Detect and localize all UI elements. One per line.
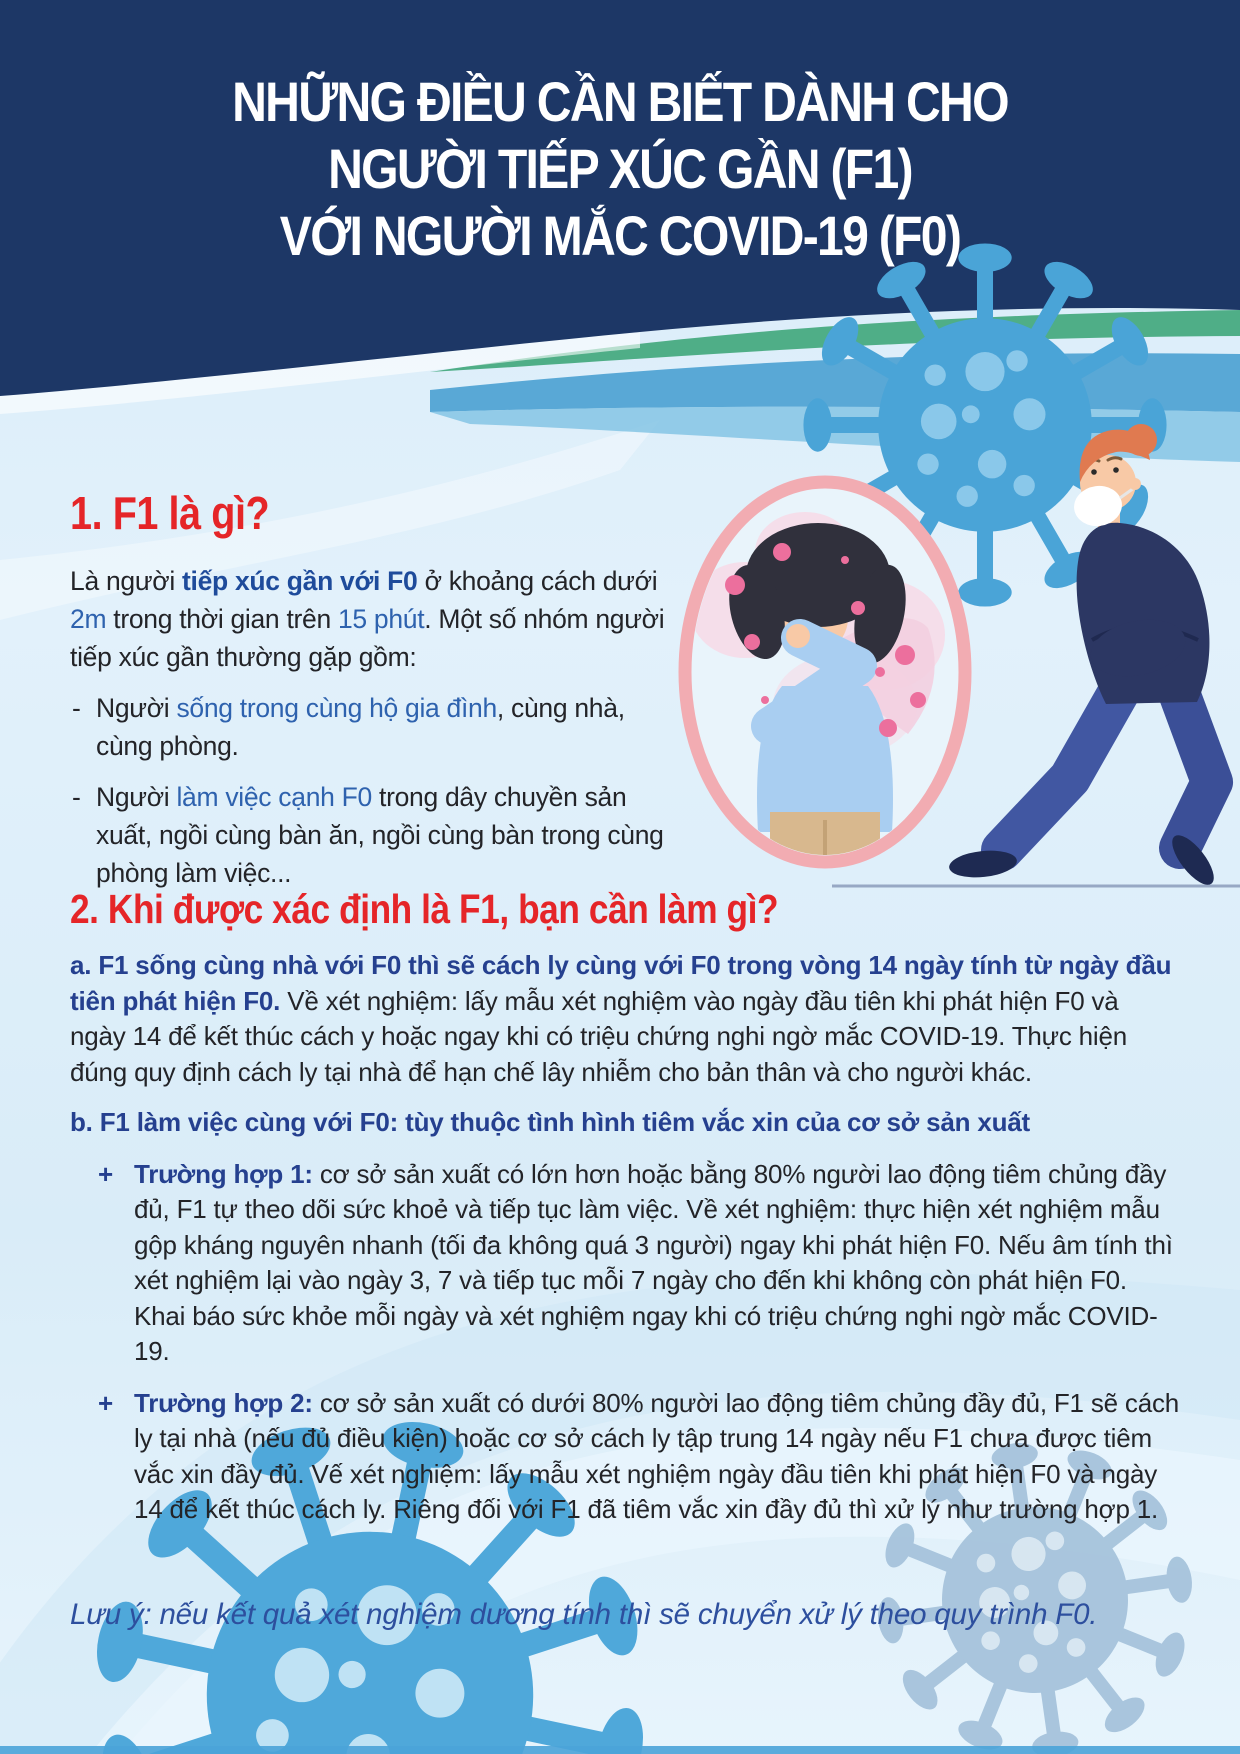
case-1-label: Trường hợp 1: — [134, 1158, 313, 1189]
list-item — [70, 689, 688, 765]
bullet-dash: - — [72, 693, 81, 723]
case-2-body: cơ sở sản xuất có dưới 80% người lao động tiêm chủng đầy đủ, F1 sẽ cách ly tại nhà (nếu đủ điều kiện) hoặc cơ sở cách ly tập trung 14 ngày nếu F1 chưa được tiêm vắc xin đầy đủ. Vế xét nghiệm: lấy mẫu xét nghiệm ngày đầu tiên khi phát hiện F0 và ngày 14 để kết thúc cách ly. Riêng đối với F1 đã tiêm vắc xin đầy đủ thì xử lý như trường hợp 1. — [134, 1387, 1180, 1524]
bullet-text: Người — [96, 693, 177, 723]
item-b-marker: b. — [70, 1107, 93, 1137]
item-b-lead: F1 làm việc cùng với F0: tùy thuộc tình hình tiêm vắc xin của cơ sở sản xuất — [92, 1107, 1031, 1137]
section1-heading: 1. F1 là gì? — [70, 487, 270, 539]
paragraph-case-a — [70, 948, 1180, 1090]
bullet-emphasis: làm việc cạnh F0 — [176, 782, 372, 812]
bullet-emphasis: sống trong cùng hộ gia đình — [176, 693, 497, 723]
plus-marker: + — [98, 1158, 113, 1189]
section-what-is-f1 — [70, 486, 688, 892]
intro-text: ở khoảng cách dưới — [417, 566, 658, 596]
section1-intro — [70, 562, 688, 676]
bullet-text: , cùng nhà, cùng phòng. — [96, 693, 625, 761]
paragraph-case-b — [70, 1105, 1180, 1141]
intro-text: trong thời gian trên — [106, 604, 338, 634]
list-item — [70, 778, 688, 892]
case-1-body: cơ sở sản xuất có lớn hơn hoặc bằng 80% người lao động tiêm chủng đầy đủ, F1 tự theo dõi sức khoẻ và tiếp tục làm việc. Về xét nghiệm: thực hiện xét nghiệm mẫu gộp kháng nguyên nhanh (tối đa không quá 3 người) ngay khi phát hiện F0. Nếu âm tính thì xét nghiệm lại vào ngày 3, 7 và tiếp tục mỗi 7 ngày cho đến khi không còn phát hiện F0. Khai báo sức khỏe mỗi ngày và xét nghiệm ngay khi có triệu chứng nghi ngờ mắc COVID-19. — [134, 1158, 1173, 1366]
intro-text: Là người — [70, 566, 182, 596]
intro-text: . Một số nhóm người tiếp xúc gần thường gặp gồm: — [70, 604, 665, 672]
item-a-body: Về xét nghiệm: lấy mẫu xét nghiệm vào ngày đầu tiên khi phát hiện F0 và ngày 14 để kết thúc cách y hoặc ngay khi có triệu chứng nghi ngờ mắc COVID-19. Thực hiện đúng quy định cách ly tại nhà để hạn chế lây nhiễm cho bản thân và cho người khác. — [70, 985, 1128, 1087]
poster-title — [0, 68, 1240, 269]
bullet-text: trong dây chuyền sản xuất, ngồi cùng bàn ăn, ngồi cùng bàn trong cùng phòng làm việc... — [96, 782, 664, 888]
section-what-to-do — [70, 886, 1180, 1528]
intro-emphasis-2m: 2m — [70, 604, 107, 634]
item-a-marker: a. — [70, 950, 92, 980]
section2-heading: 2. Khi được xác định là F1, bạn cần làm gì? — [70, 886, 779, 932]
title-line-3: VỚI NGƯỜI MẮC COVID-19 (F0) — [279, 204, 961, 267]
intro-emphasis-15min: 15 phút — [337, 604, 425, 634]
item-a-lead: F1 sống cùng nhà với F0 thì sẽ cách ly cùng với F0 trong vòng 14 ngày tính từ ngày đầu tiên phát hiện F0. — [70, 950, 1172, 1016]
case-1-block — [70, 1157, 1180, 1370]
case-2-label: Trường hợp 2: — [134, 1387, 313, 1418]
title-line-2: NGƯỜI TIẾP XÚC GẦN (F1) — [328, 137, 912, 200]
coughing-woman-illustration — [685, 482, 965, 874]
bottom-edge-strip — [0, 1746, 1240, 1754]
note-positive-result: Lưu ý: nếu kết quả xét nghiệm dương tính thì sẽ chuyển xử lý theo quy trình F0. — [70, 1597, 1098, 1631]
plus-marker: + — [98, 1387, 113, 1418]
intro-emphasis-contact-f0: tiếp xúc gần với F0 — [181, 566, 418, 596]
title-line-1: NHỮNG ĐIỀU CẦN BIẾT DÀNH CHO — [232, 70, 1008, 133]
bullet-dash: - — [72, 782, 81, 812]
bullet-text: Người — [96, 782, 177, 812]
case-2-block — [70, 1386, 1180, 1528]
